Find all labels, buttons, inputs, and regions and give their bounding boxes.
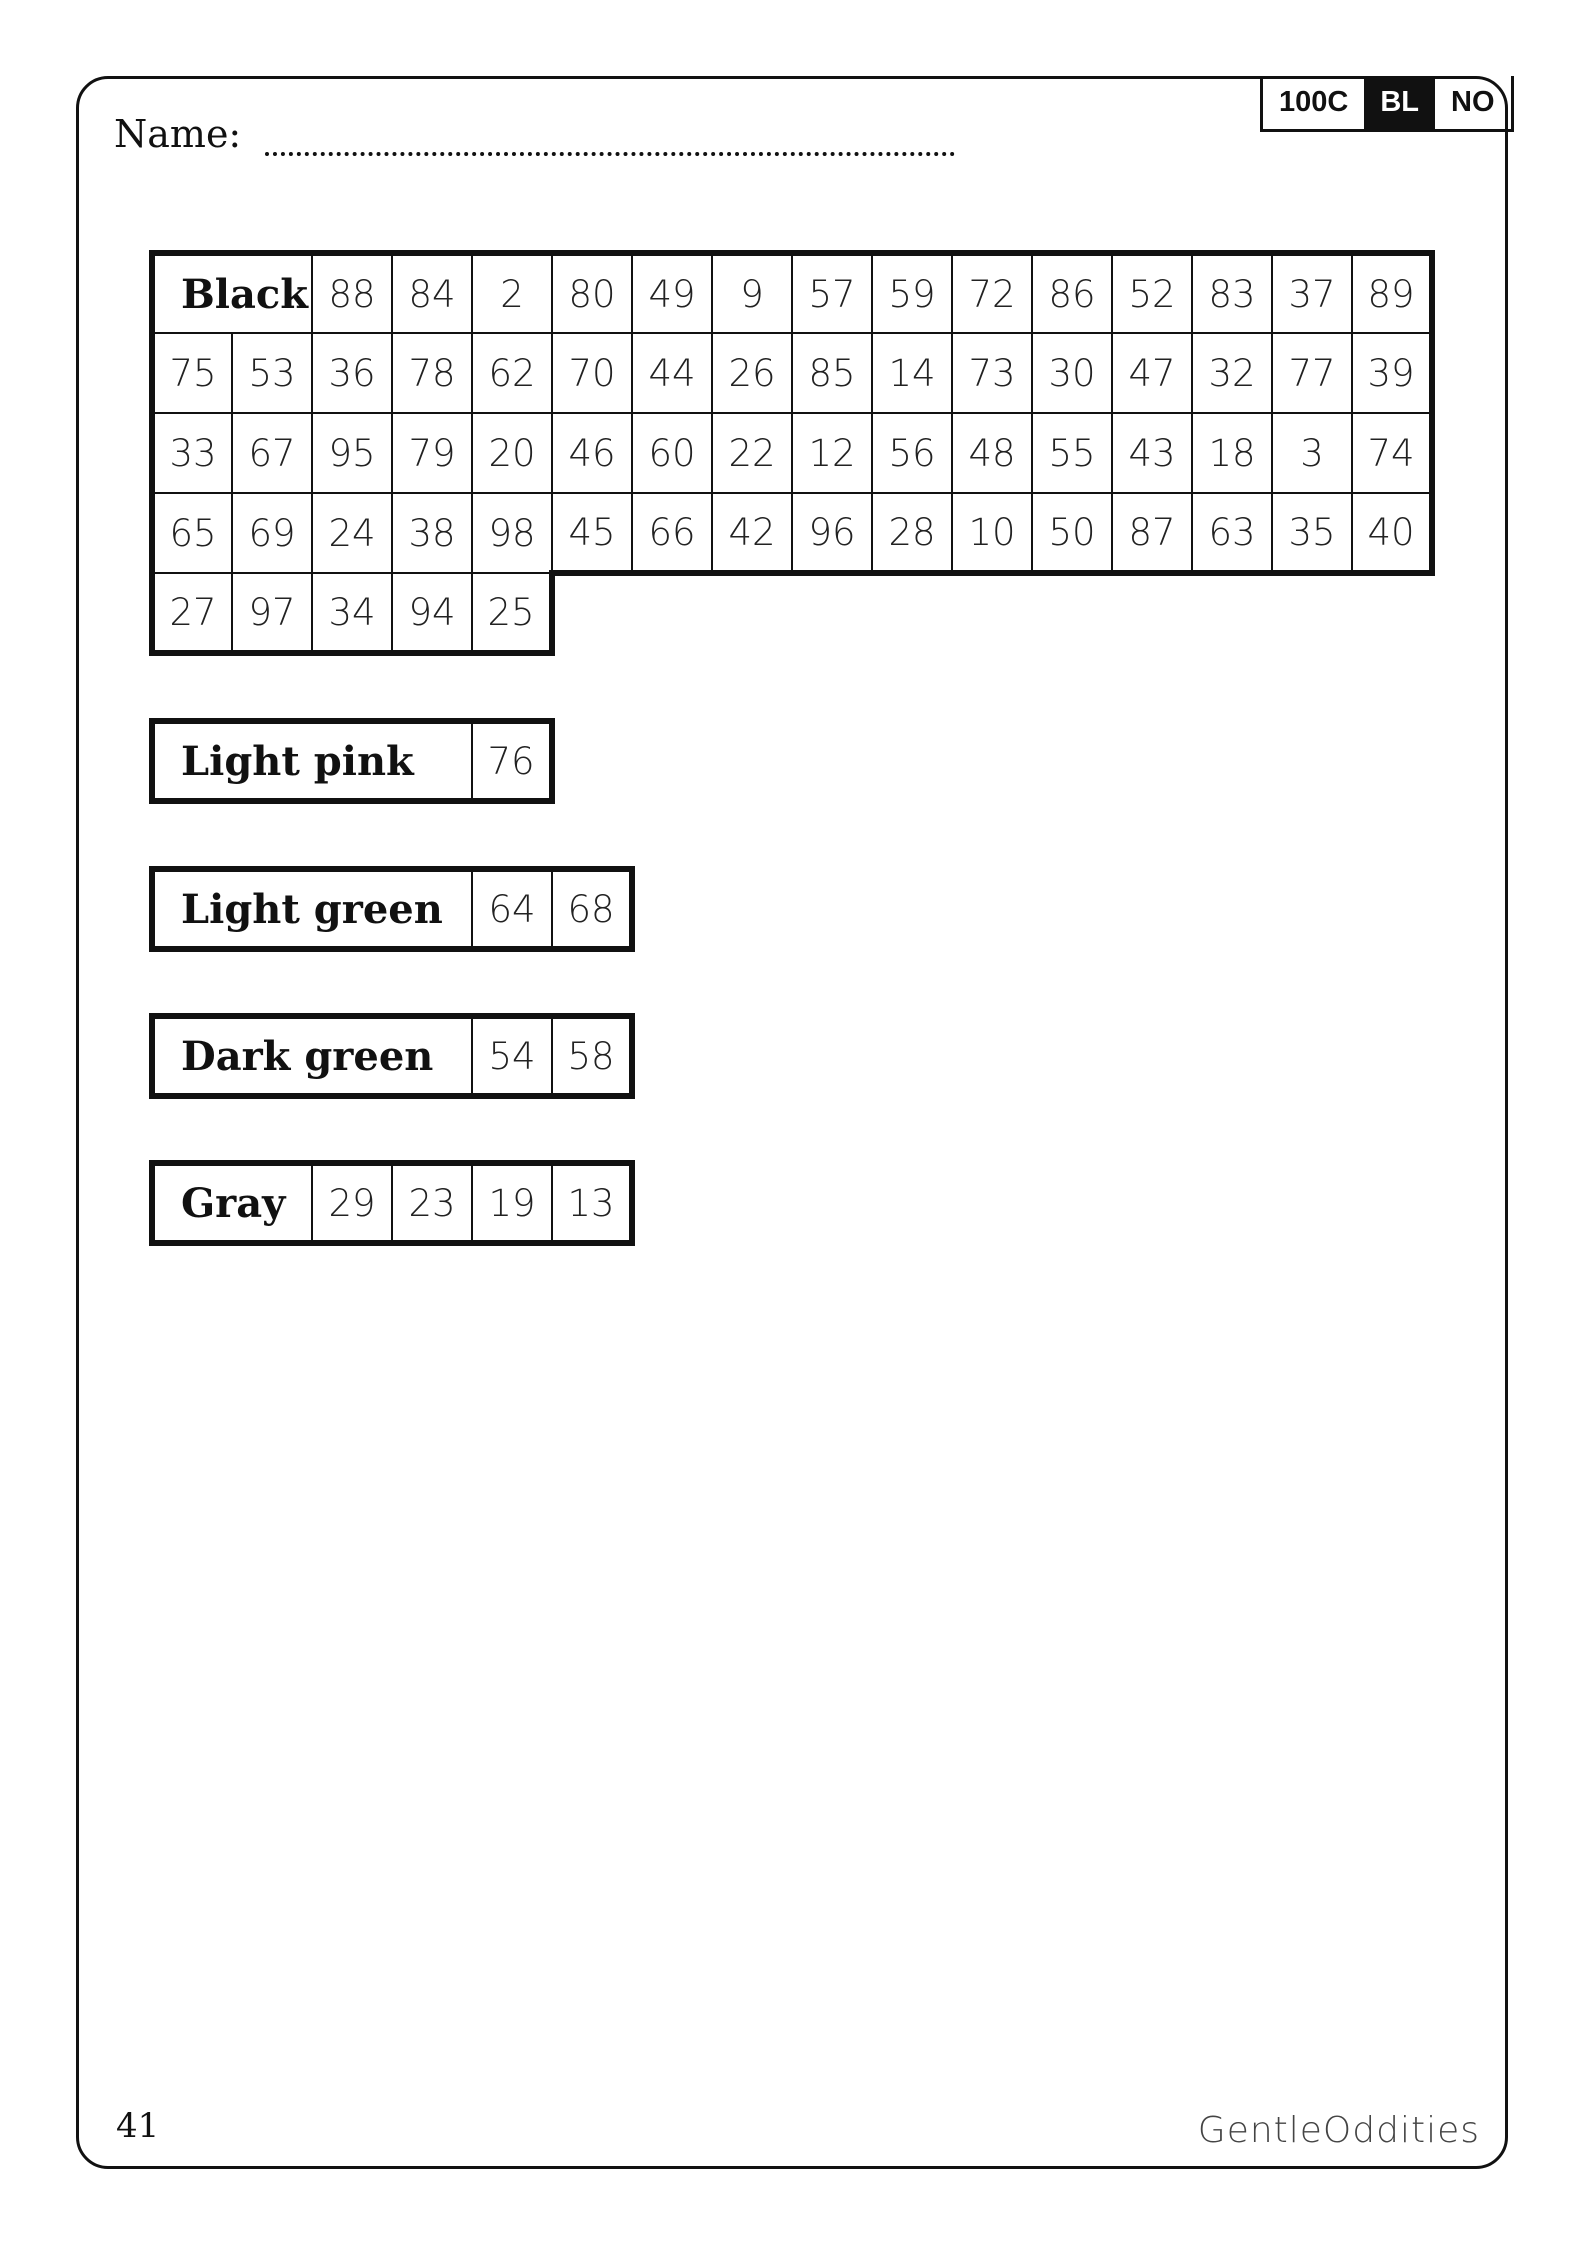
number-cell: 72 [952, 253, 1032, 333]
number-cell: 25 [472, 573, 552, 653]
number-cell: 23 [392, 1163, 472, 1243]
number-cell: 70 [552, 333, 632, 413]
number-cell: 26 [712, 333, 792, 413]
number-cell: 55 [1032, 413, 1112, 493]
number-cell: 68 [552, 869, 632, 949]
number-cell: 85 [792, 333, 872, 413]
code-bl: BL [1364, 76, 1435, 129]
number-cell: 66 [632, 493, 712, 573]
number-cell: 34 [312, 573, 392, 653]
number-cell: 65 [152, 493, 232, 573]
number-cell: 33 [152, 413, 232, 493]
number-cell: 40 [1352, 493, 1432, 573]
number-cell: 95 [312, 413, 392, 493]
group-label: Dark green [152, 1016, 472, 1096]
group-label: Light pink [152, 721, 472, 801]
number-cell: 79 [392, 413, 472, 493]
number-cell: 80 [552, 253, 632, 333]
number-cell: 18 [1192, 413, 1272, 493]
number-cell: 98 [472, 493, 552, 573]
number-cell: 60 [632, 413, 712, 493]
code-no: NO [1451, 86, 1495, 118]
number-cell: 57 [792, 253, 872, 333]
number-cell: 73 [952, 333, 1032, 413]
number-cell: 62 [472, 333, 552, 413]
number-cell: 75 [152, 333, 232, 413]
number-cell: 29 [312, 1163, 392, 1243]
number-cell: 64 [472, 869, 552, 949]
number-cell: 76 [472, 721, 552, 801]
group-label: Black [152, 253, 312, 333]
number-cell: 96 [792, 493, 872, 573]
number-cell: 24 [312, 493, 392, 573]
number-cell: 56 [872, 413, 952, 493]
number-cell: 69 [232, 493, 312, 573]
gray-table [149, 1160, 635, 1246]
number-cell: 97 [232, 573, 312, 653]
number-cell: 47 [1112, 333, 1192, 413]
group-label: Light green [152, 869, 472, 949]
number-cell: 58 [552, 1016, 632, 1096]
number-cell: 3 [1272, 413, 1352, 493]
number-cell: 13 [552, 1163, 632, 1243]
number-cell: 86 [1032, 253, 1112, 333]
number-cell: 43 [1112, 413, 1192, 493]
number-cell: 87 [1112, 493, 1192, 573]
number-cell: 44 [632, 333, 712, 413]
number-cell: 59 [872, 253, 952, 333]
name-row [114, 104, 955, 156]
number-cell: 32 [1192, 333, 1272, 413]
number-cell: 54 [472, 1016, 552, 1096]
number-cell: 84 [392, 253, 472, 333]
number-cell: 63 [1192, 493, 1272, 573]
number-cell: 52 [1112, 253, 1192, 333]
name-field[interactable] [265, 104, 955, 156]
number-cell: 9 [712, 253, 792, 333]
number-cell: 28 [872, 493, 952, 573]
number-cell: 2 [472, 253, 552, 333]
number-cell: 14 [872, 333, 952, 413]
number-cell: 35 [1272, 493, 1352, 573]
name-label: Name: [114, 112, 242, 156]
number-cell: 83 [1192, 253, 1272, 333]
number-cell: 22 [712, 413, 792, 493]
code-100c: 100C [1279, 86, 1349, 118]
black-table [149, 250, 1435, 656]
code-box [1260, 76, 1514, 132]
brand-logo: GentleOddities [1197, 2110, 1480, 2151]
dark-green-table [149, 1013, 635, 1099]
number-cell: 36 [312, 333, 392, 413]
number-cell: 74 [1352, 413, 1432, 493]
number-cell: 10 [952, 493, 1032, 573]
number-cell: 20 [472, 413, 552, 493]
group-label: Gray [152, 1163, 312, 1243]
number-cell: 78 [392, 333, 472, 413]
number-cell: 27 [152, 573, 232, 653]
number-cell: 45 [552, 493, 632, 573]
number-cell: 49 [632, 253, 712, 333]
number-cell: 37 [1272, 253, 1352, 333]
number-cell: 88 [312, 253, 392, 333]
number-cell: 38 [392, 493, 472, 573]
number-cell: 39 [1352, 333, 1432, 413]
light-pink-table [149, 718, 555, 804]
number-cell: 94 [392, 573, 472, 653]
number-cell: 53 [232, 333, 312, 413]
number-cell: 19 [472, 1163, 552, 1243]
empty-cell [552, 573, 1432, 653]
number-cell: 42 [712, 493, 792, 573]
number-cell: 50 [1032, 493, 1112, 573]
number-cell: 89 [1352, 253, 1432, 333]
light-green-table [149, 866, 635, 952]
number-cell: 12 [792, 413, 872, 493]
number-cell: 30 [1032, 333, 1112, 413]
number-cell: 67 [232, 413, 312, 493]
page-number: 41 [116, 2106, 160, 2146]
number-cell: 48 [952, 413, 1032, 493]
number-cell: 46 [552, 413, 632, 493]
number-cell: 77 [1272, 333, 1352, 413]
